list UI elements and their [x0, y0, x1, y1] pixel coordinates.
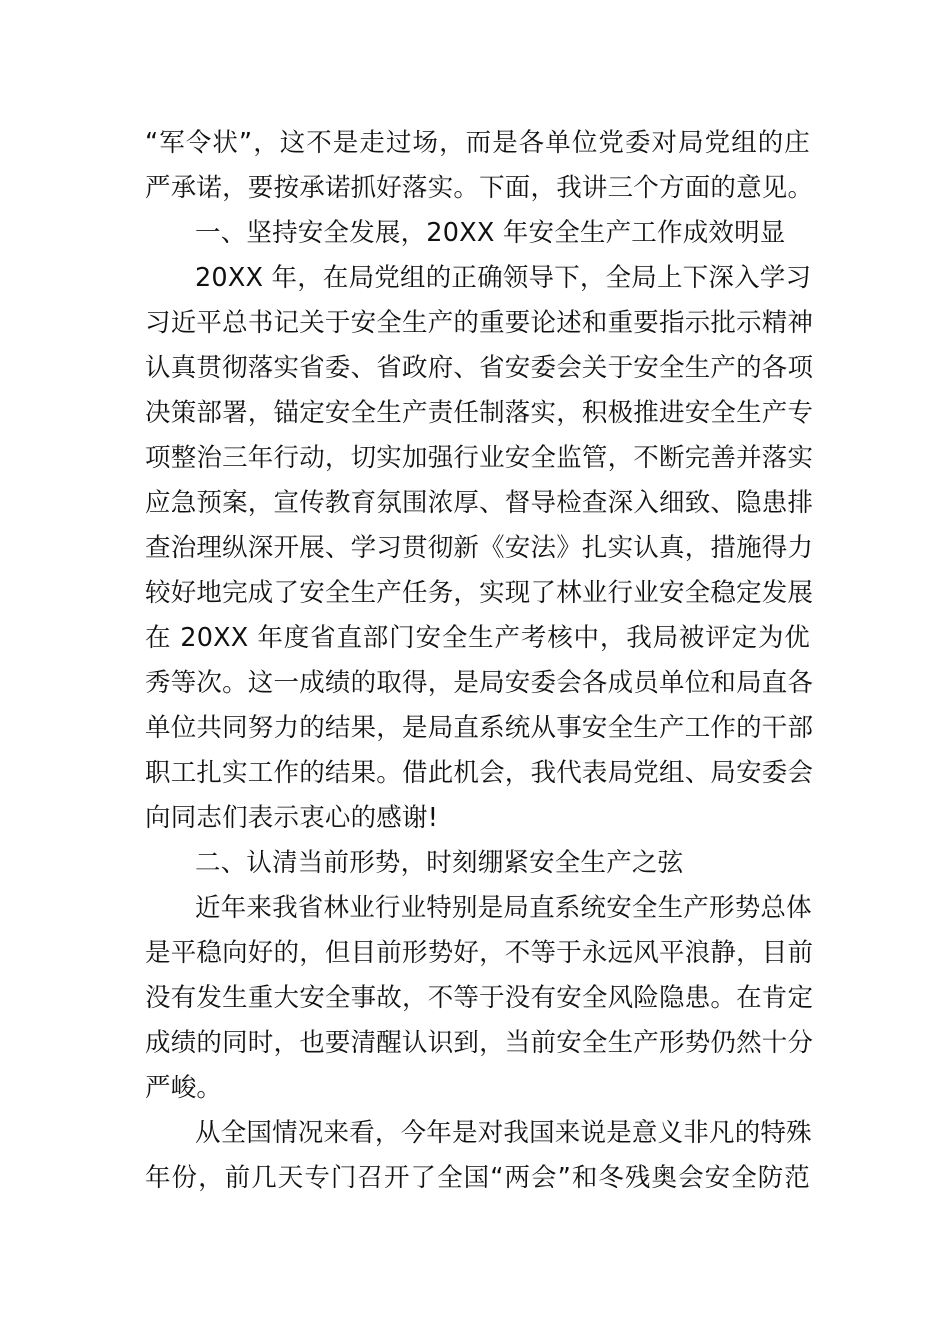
text-line: 项整治三年行动，切实加强行业安全监管，不断完善并落实	[145, 443, 814, 473]
text-line: 严承诺，要按承诺抓好落实。下面，我讲三个方面的意见。	[145, 173, 814, 203]
text-line: 认真贯彻落实省委、省政府、省安委会关于安全生产的各项	[145, 353, 814, 383]
section-heading: 二、认清当前形势，时刻绷紧安全生产之弦	[195, 848, 684, 878]
text-line: 向同志们表示衷心的感谢!	[145, 803, 439, 833]
text-line: 应急预案，宣传教育氛围浓厚、督导检查深入细致、隐患排	[145, 488, 814, 518]
text-line: 20XX 年，在局党组的正确领导下，全局上下深入学习	[195, 263, 812, 293]
text-line: 没有发生重大安全事故，不等于没有安全风险隐患。在肯定	[145, 983, 814, 1013]
text-line: 查治理纵深开展、学习贯彻新《安法》扎实认真，措施得力	[145, 533, 814, 563]
text-line: 近年来我省林业行业特别是局直系统安全生产形势总体	[195, 893, 812, 923]
text-line: 习近平总书记关于安全生产的重要论述和重要指示批示精神	[145, 308, 814, 338]
text-line: 年份，前几天专门召开了全国“两会”和冬残奥会安全防范	[145, 1163, 810, 1193]
text-line: “军令状”，这不是走过场，而是各单位党委对局党组的庄	[145, 128, 810, 158]
section-heading: 一、坚持安全发展，20XX 年安全生产工作成效明显	[195, 218, 786, 248]
text-line: 从全国情况来看，今年是对我国来说是意义非凡的特殊	[195, 1118, 812, 1148]
text-line: 严峻。	[145, 1073, 223, 1103]
text-line: 单位共同努力的结果，是局直系统从事安全生产工作的干部	[145, 713, 814, 743]
text-line: 秀等次。这一成绩的取得，是局安委会各成员单位和局直各	[145, 668, 814, 698]
text-line: 在 20XX 年度省直部门安全生产考核中，我局被评定为优	[145, 623, 810, 653]
text-line: 决策部署，锚定安全生产责任制落实，积极推进安全生产专	[145, 398, 814, 428]
text-line: 职工扎实工作的结果。借此机会，我代表局党组、局安委会	[145, 758, 814, 788]
text-line: 是平稳向好的，但目前形势好，不等于永远风平浪静，目前	[145, 938, 814, 968]
text-line: 成绩的同时，也要清醒认识到，当前安全生产形势仍然十分	[145, 1028, 814, 1058]
text-line: 较好地完成了安全生产任务，实现了林业行业安全稳定发展	[145, 578, 814, 608]
